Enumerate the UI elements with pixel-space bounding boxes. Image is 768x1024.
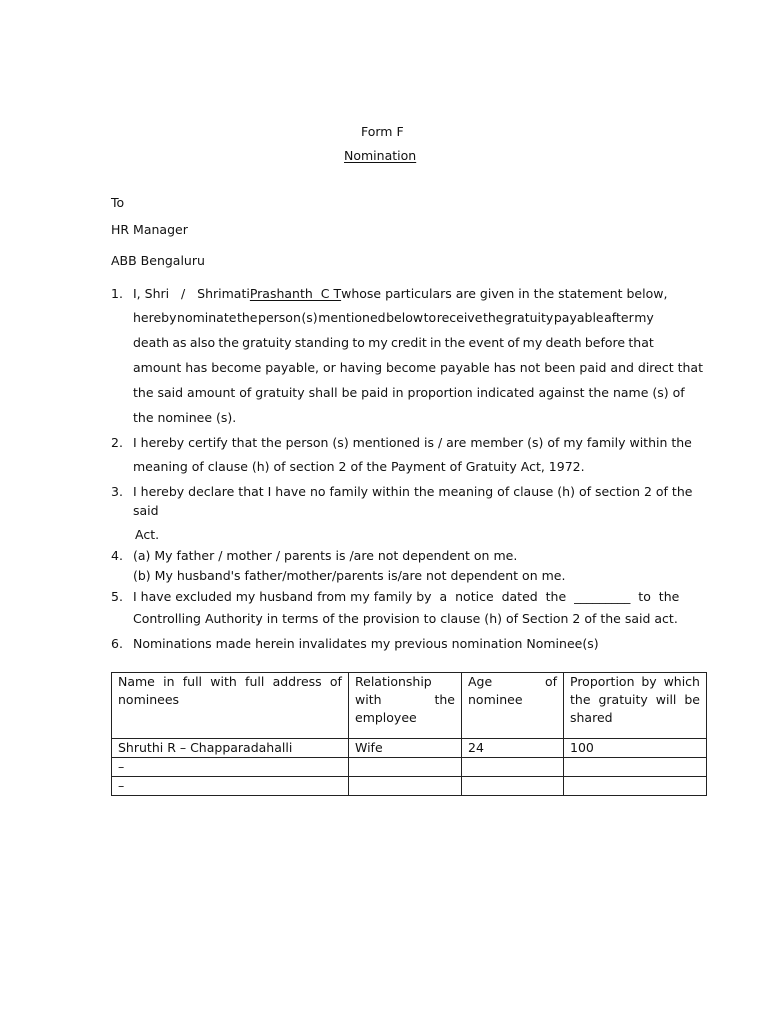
- nominee-age-cell: [462, 758, 564, 777]
- nominee-proportion-cell: 100: [564, 739, 707, 758]
- form-subtitle: Nomination: [344, 148, 417, 163]
- word: before: [584, 335, 626, 350]
- clause-1-first-line-rest: whose particulars are given in the statement below,: [341, 286, 668, 301]
- clause-5-line: I have excluded my husband from my family by a notice dated the _________ to the: [133, 589, 680, 604]
- clause-2-number: 2.: [111, 435, 123, 450]
- clause-6-number: 6.: [111, 636, 123, 651]
- word: (s): [301, 310, 318, 325]
- clause-4-line: (a) My father / mother / parents is /are not dependent on me.: [133, 548, 518, 563]
- nominee-relationship-cell: Wife: [349, 739, 462, 758]
- nominee-name-cell: Shruthi R – Chapparadahalli: [112, 739, 349, 758]
- word: to: [352, 335, 365, 350]
- word: my: [522, 335, 543, 350]
- form-title: Form F: [361, 124, 404, 139]
- header-proportion: Proportion by which the gratuity will be shared: [564, 673, 707, 739]
- word: that: [628, 335, 654, 350]
- clause-5-number: 5.: [111, 589, 123, 604]
- table-header-row: [112, 673, 707, 739]
- clause-1-line: amount has become payable, or having become payable has not been paid and direct that: [133, 360, 703, 375]
- word: after: [604, 310, 634, 325]
- nominee-name-cell: –: [112, 758, 349, 777]
- clause-3-line: said: [133, 503, 159, 518]
- word: below: [386, 310, 424, 325]
- table-row: [112, 739, 707, 758]
- word: death: [133, 335, 170, 350]
- clause-2-line: meaning of clause (h) of section 2 of the Payment of Gratuity Act, 1972.: [133, 459, 585, 474]
- clause-4-number: 4.: [111, 548, 123, 563]
- nominee-proportion-cell: [564, 758, 707, 777]
- word: gratuity: [242, 335, 292, 350]
- clause-1-line: [133, 310, 654, 325]
- word: the: [444, 335, 466, 350]
- clause-3-number: 3.: [111, 484, 123, 499]
- nominee-relationship-cell: [349, 777, 462, 796]
- word: in: [430, 335, 442, 350]
- word: standing: [294, 335, 350, 350]
- nominator-name: Prashanth C T: [249, 286, 342, 301]
- word: person: [258, 310, 301, 325]
- word: credit: [390, 335, 427, 350]
- word: my: [634, 310, 654, 325]
- word: event: [468, 335, 505, 350]
- clause-3-line: I hereby declare that I have no family within the meaning of clause (h) of section 2 of the: [133, 484, 693, 499]
- header-age: Age of nominee: [462, 673, 564, 739]
- clause-1-first-line: [133, 286, 668, 301]
- table-row: [112, 777, 707, 796]
- address-to: To: [111, 195, 125, 210]
- word: the: [218, 335, 239, 350]
- clause-1-number: 1.: [111, 286, 123, 301]
- nominee-proportion-cell: [564, 777, 707, 796]
- clause-3-line: Act.: [135, 527, 160, 542]
- word: hereby: [133, 310, 177, 325]
- word: nominate: [177, 310, 237, 325]
- word: payable: [553, 310, 604, 325]
- clause-1-line: the said amount of gratuity shall be paid in proportion indicated against the name (s) of: [133, 385, 685, 400]
- clause-5-line: Controlling Authority in terms of the provision to clause (h) of Section 2 of the said act.: [133, 611, 678, 626]
- nominee-age-cell: [462, 777, 564, 796]
- word: the: [482, 310, 504, 325]
- nominee-table: [111, 672, 707, 796]
- clause-1-line: the nominee (s).: [133, 410, 237, 425]
- word: death: [545, 335, 582, 350]
- header-name-address: Name in full with full address of nominees: [112, 673, 349, 739]
- address-recipient: HR Manager: [111, 222, 188, 237]
- word: of: [507, 335, 520, 350]
- word: as: [172, 335, 187, 350]
- nominee-age-cell: 24: [462, 739, 564, 758]
- clause-4-line: (b) My husband's father/mother/parents is/are not dependent on me.: [133, 568, 566, 583]
- word: to: [423, 310, 437, 325]
- nominee-name-cell: –: [112, 777, 349, 796]
- word: gratuity: [503, 310, 554, 325]
- clause-1-line: [133, 335, 654, 350]
- word: also: [189, 335, 216, 350]
- address-company: ABB Bengaluru: [111, 253, 205, 268]
- nominee-relationship-cell: [349, 758, 462, 777]
- word: my: [368, 335, 388, 350]
- table-row: [112, 758, 707, 777]
- word: mentioned: [318, 310, 386, 325]
- word: receive: [436, 310, 483, 325]
- header-relationship: Relationship with the employee: [349, 673, 462, 739]
- word: the: [236, 310, 258, 325]
- clause-1-prefix: I, Shri / Shrimati: [133, 286, 250, 301]
- clause-6-text: Nominations made herein invalidates my previous nomination Nominee(s): [133, 636, 599, 651]
- clause-2-line: I hereby certify that the person (s) mentioned is / are member (s) of my family within the: [133, 435, 692, 450]
